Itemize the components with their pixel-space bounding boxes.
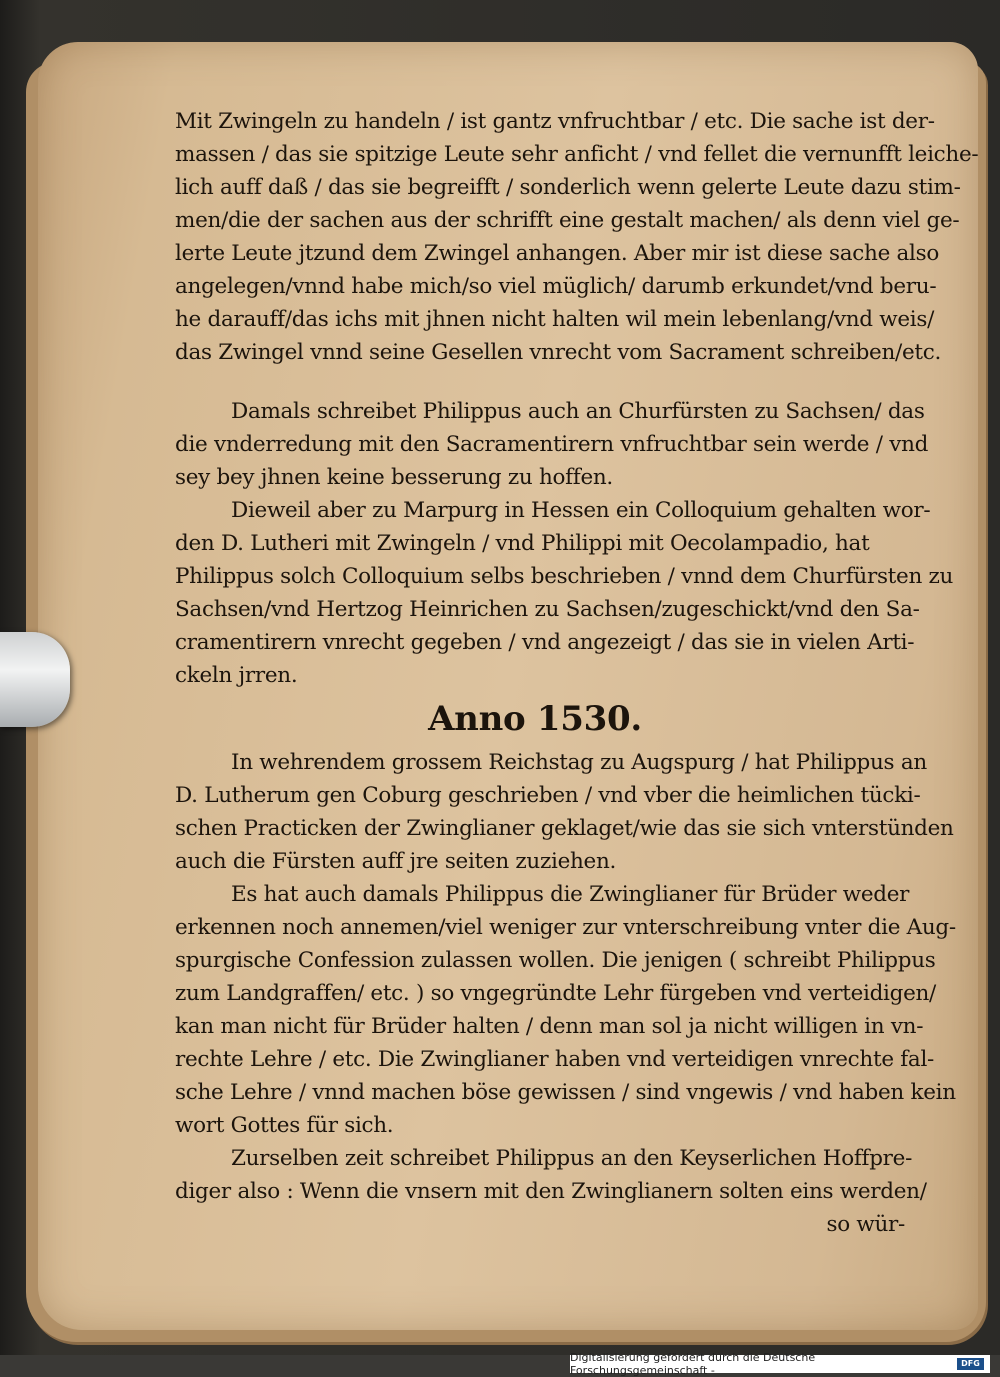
text-line: auch die Fürsten auff jre seiten zuziehen. <box>175 849 617 874</box>
text-line: schen Practicken der Zwinglianer geklaget/wie das sie sich vnterstünden <box>175 816 954 841</box>
text-line: sey bey jhnen keine besserung zu hoffen. <box>175 465 613 490</box>
paragraph-1 <box>175 105 979 369</box>
text-line: Dieweil aber zu Marpurg in Hessen ein Colloquium gehalten wor- <box>231 498 931 523</box>
paragraph-4 <box>175 746 954 878</box>
text-line: lerte Leute jtzund dem Zwingel anhangen. Aber mir ist diese sache also <box>175 241 940 266</box>
text-line: Zurselben zeit schreibet Philippus an den Keyserlichen Hoffpre- <box>231 1146 913 1171</box>
paragraph-3 <box>175 494 954 692</box>
text-line: die vnderredung mit den Sacramentirern vnfruchtbar sein werde / vnd <box>175 432 929 457</box>
paragraph-2 <box>175 395 929 494</box>
text-line: In wehrendem grossem Reichstag zu Augspurg / hat Philippus an <box>231 750 927 775</box>
page-clip <box>0 632 70 727</box>
dfg-logo-icon: DFG <box>957 1358 984 1370</box>
text-line: men/die der sachen aus der schrifft eine gestalt machen/ als denn viel ge- <box>175 208 960 233</box>
catchword: so wür- <box>826 1212 905 1237</box>
text-line: Mit Zwingeln zu handeln / ist gantz vnfruchtbar / etc. Die sache ist der- <box>175 109 935 134</box>
text-line: zum Landgraffen/ etc. ) so vngegründte Lehr fürgeben vnd verteidigen/ <box>175 981 936 1006</box>
text-line: Es hat auch damals Philippus die Zwinglianer für Brüder weder <box>231 882 910 907</box>
text-line: erkennen noch annemen/viel weniger zur vnterschreibung vnter die Aug- <box>175 915 956 940</box>
text-line: wort Gottes für sich. <box>175 1113 394 1138</box>
footer-text: Digitalisierung gefördert durch die Deutsche Forschungsgemeinschaft - <box>570 1351 816 1377</box>
text-line: he darauff/das ichs mit jhnen nicht halten wil mein lebenlang/vnd weis/ <box>175 307 935 332</box>
text-line: spurgische Confession zulassen wollen. Die jenigen ( schreibt Philippus <box>175 948 936 973</box>
text-line: lich auff daß / das sie begreifft / sonderlich wenn gelerte Leute dazu stim- <box>175 175 961 200</box>
year-heading: Anno 1530. <box>428 699 642 739</box>
text-line: das Zwingel vnnd seine Gesellen vnrecht vom Sacrament schreiben/etc. <box>175 340 941 365</box>
paragraph-6 <box>175 1142 927 1241</box>
text-line: angelegen/vnnd habe mich/so viel müglich/ darumb erkundet/vnd beru- <box>175 274 937 299</box>
text-line: Damals schreibet Philippus auch an Churfürsten zu Sachsen/ das <box>231 399 925 424</box>
text-line: kan man nicht für Brüder halten / denn man sol ja nicht willigen in vn- <box>175 1014 924 1039</box>
text-line: rechte Lehre / etc. Die Zwinglianer haben vnd verteidigen vnrechte fal- <box>175 1047 934 1072</box>
text-line: massen / das sie spitzige Leute sehr anficht / vnd fellet die vernunfft leiche- <box>175 142 979 167</box>
paragraph-5 <box>175 878 956 1142</box>
text-line: Philippus solch Colloquium selbs beschrieben / vnnd dem Churfürsten zu <box>175 564 954 589</box>
text-line: diger also : Wenn die vnsern mit den Zwinglianern solten eins werden/ <box>175 1179 927 1204</box>
dfg-credit-footer <box>570 1351 990 1377</box>
text-line: D. Lutherum gen Coburg geschrieben / vnd vber die heimlichen tücki- <box>175 783 921 808</box>
text-line: cramentirern vnrecht gegeben / vnd angezeigt / das sie in vielen Arti- <box>175 630 915 655</box>
text-line: den D. Lutheri mit Zwingeln / vnd Philippi mit Oecolampadio, hat <box>175 531 870 556</box>
text-line: ckeln jrren. <box>175 663 298 688</box>
text-line: Sachsen/vnd Hertzog Heinrichen zu Sachsen/zugeschickt/vnd den Sa- <box>175 597 920 622</box>
text-line: sche Lehre / vnnd machen böse gewissen / sind vngewis / vnd haben kein <box>175 1080 956 1105</box>
page-text <box>175 105 979 1241</box>
